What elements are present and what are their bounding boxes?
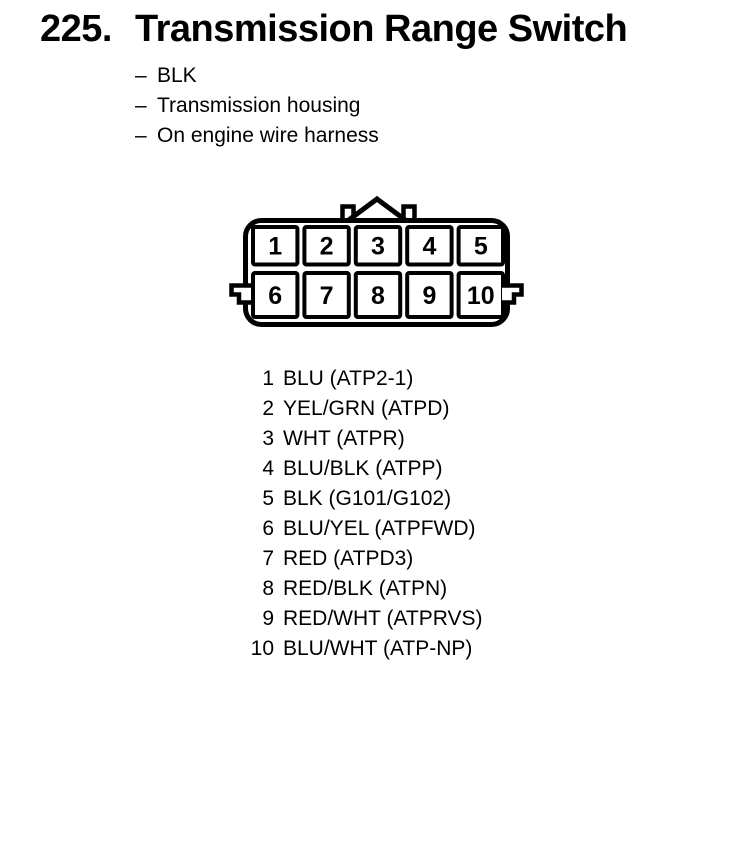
connector-pin-number: 7 (319, 282, 334, 310)
pinout-row (240, 454, 483, 484)
page-title (40, 8, 627, 51)
pin-number: 9 (262, 607, 274, 630)
pin-number: 10 (250, 637, 274, 660)
pin-number: 7 (262, 547, 274, 570)
pinout-row (240, 634, 483, 664)
pin-number: 8 (262, 577, 274, 600)
pin-number: 2 (262, 397, 274, 420)
pin-label: RED/BLK (ATPN) (283, 577, 448, 600)
note-item (135, 61, 379, 91)
note-item (135, 121, 379, 151)
pinout-row (240, 364, 483, 394)
pin-label: BLU/YEL (ATPFWD) (283, 517, 476, 540)
notes-list (135, 61, 379, 151)
dash-bullet: – (135, 64, 147, 87)
connector-pin-number: 10 (466, 282, 495, 310)
pin-label: RED/WHT (ATPRVS) (283, 607, 483, 630)
pin-label: BLU/WHT (ATP-NP) (283, 637, 473, 660)
connector-pin-number: 4 (422, 232, 437, 261)
dash-bullet: – (135, 124, 147, 147)
pinout-row (240, 514, 483, 544)
pin-number: 1 (262, 367, 274, 390)
note-text: Transmission housing (157, 94, 361, 117)
connector-pin-number: 5 (473, 232, 488, 261)
pin-label: YEL/GRN (ATPD) (283, 397, 450, 420)
connector-pin-number: 9 (422, 282, 437, 310)
pinout-row (240, 604, 483, 634)
note-text: On engine wire harness (157, 124, 379, 147)
connector-diagram (220, 190, 540, 335)
dash-bullet: – (135, 94, 147, 117)
connector-pin-number: 6 (268, 282, 283, 310)
note-item (135, 91, 379, 121)
connector-side-tab-right-icon (502, 286, 522, 303)
section-number: 225. (40, 8, 112, 50)
pin-label: WHT (ATPR) (283, 427, 405, 450)
pin-number: 3 (262, 427, 274, 450)
connector-side-tab-left-icon (232, 286, 252, 303)
pinout-row (240, 574, 483, 604)
connector-pin-number: 1 (268, 232, 283, 261)
pinout-row (240, 544, 483, 574)
section-title: Transmission Range Switch (135, 8, 628, 50)
pinout-list (240, 364, 483, 664)
connector-pin-number: 3 (371, 232, 385, 261)
connector-pin-number: 8 (371, 282, 385, 310)
connector-pin-number: 2 (319, 232, 334, 261)
pin-label: BLK (G101/G102) (283, 487, 452, 510)
pin-number: 6 (262, 517, 274, 540)
note-text: BLK (157, 64, 197, 87)
pinout-row (240, 424, 483, 454)
pin-number: 5 (262, 487, 274, 510)
pin-number: 4 (262, 457, 274, 480)
pin-label: RED (ATPD3) (283, 547, 414, 570)
pin-label: BLU (ATP2-1) (283, 367, 414, 390)
pinout-row (240, 484, 483, 514)
pinout-row (240, 394, 483, 424)
pin-label: BLU/BLK (ATPP) (283, 457, 443, 480)
